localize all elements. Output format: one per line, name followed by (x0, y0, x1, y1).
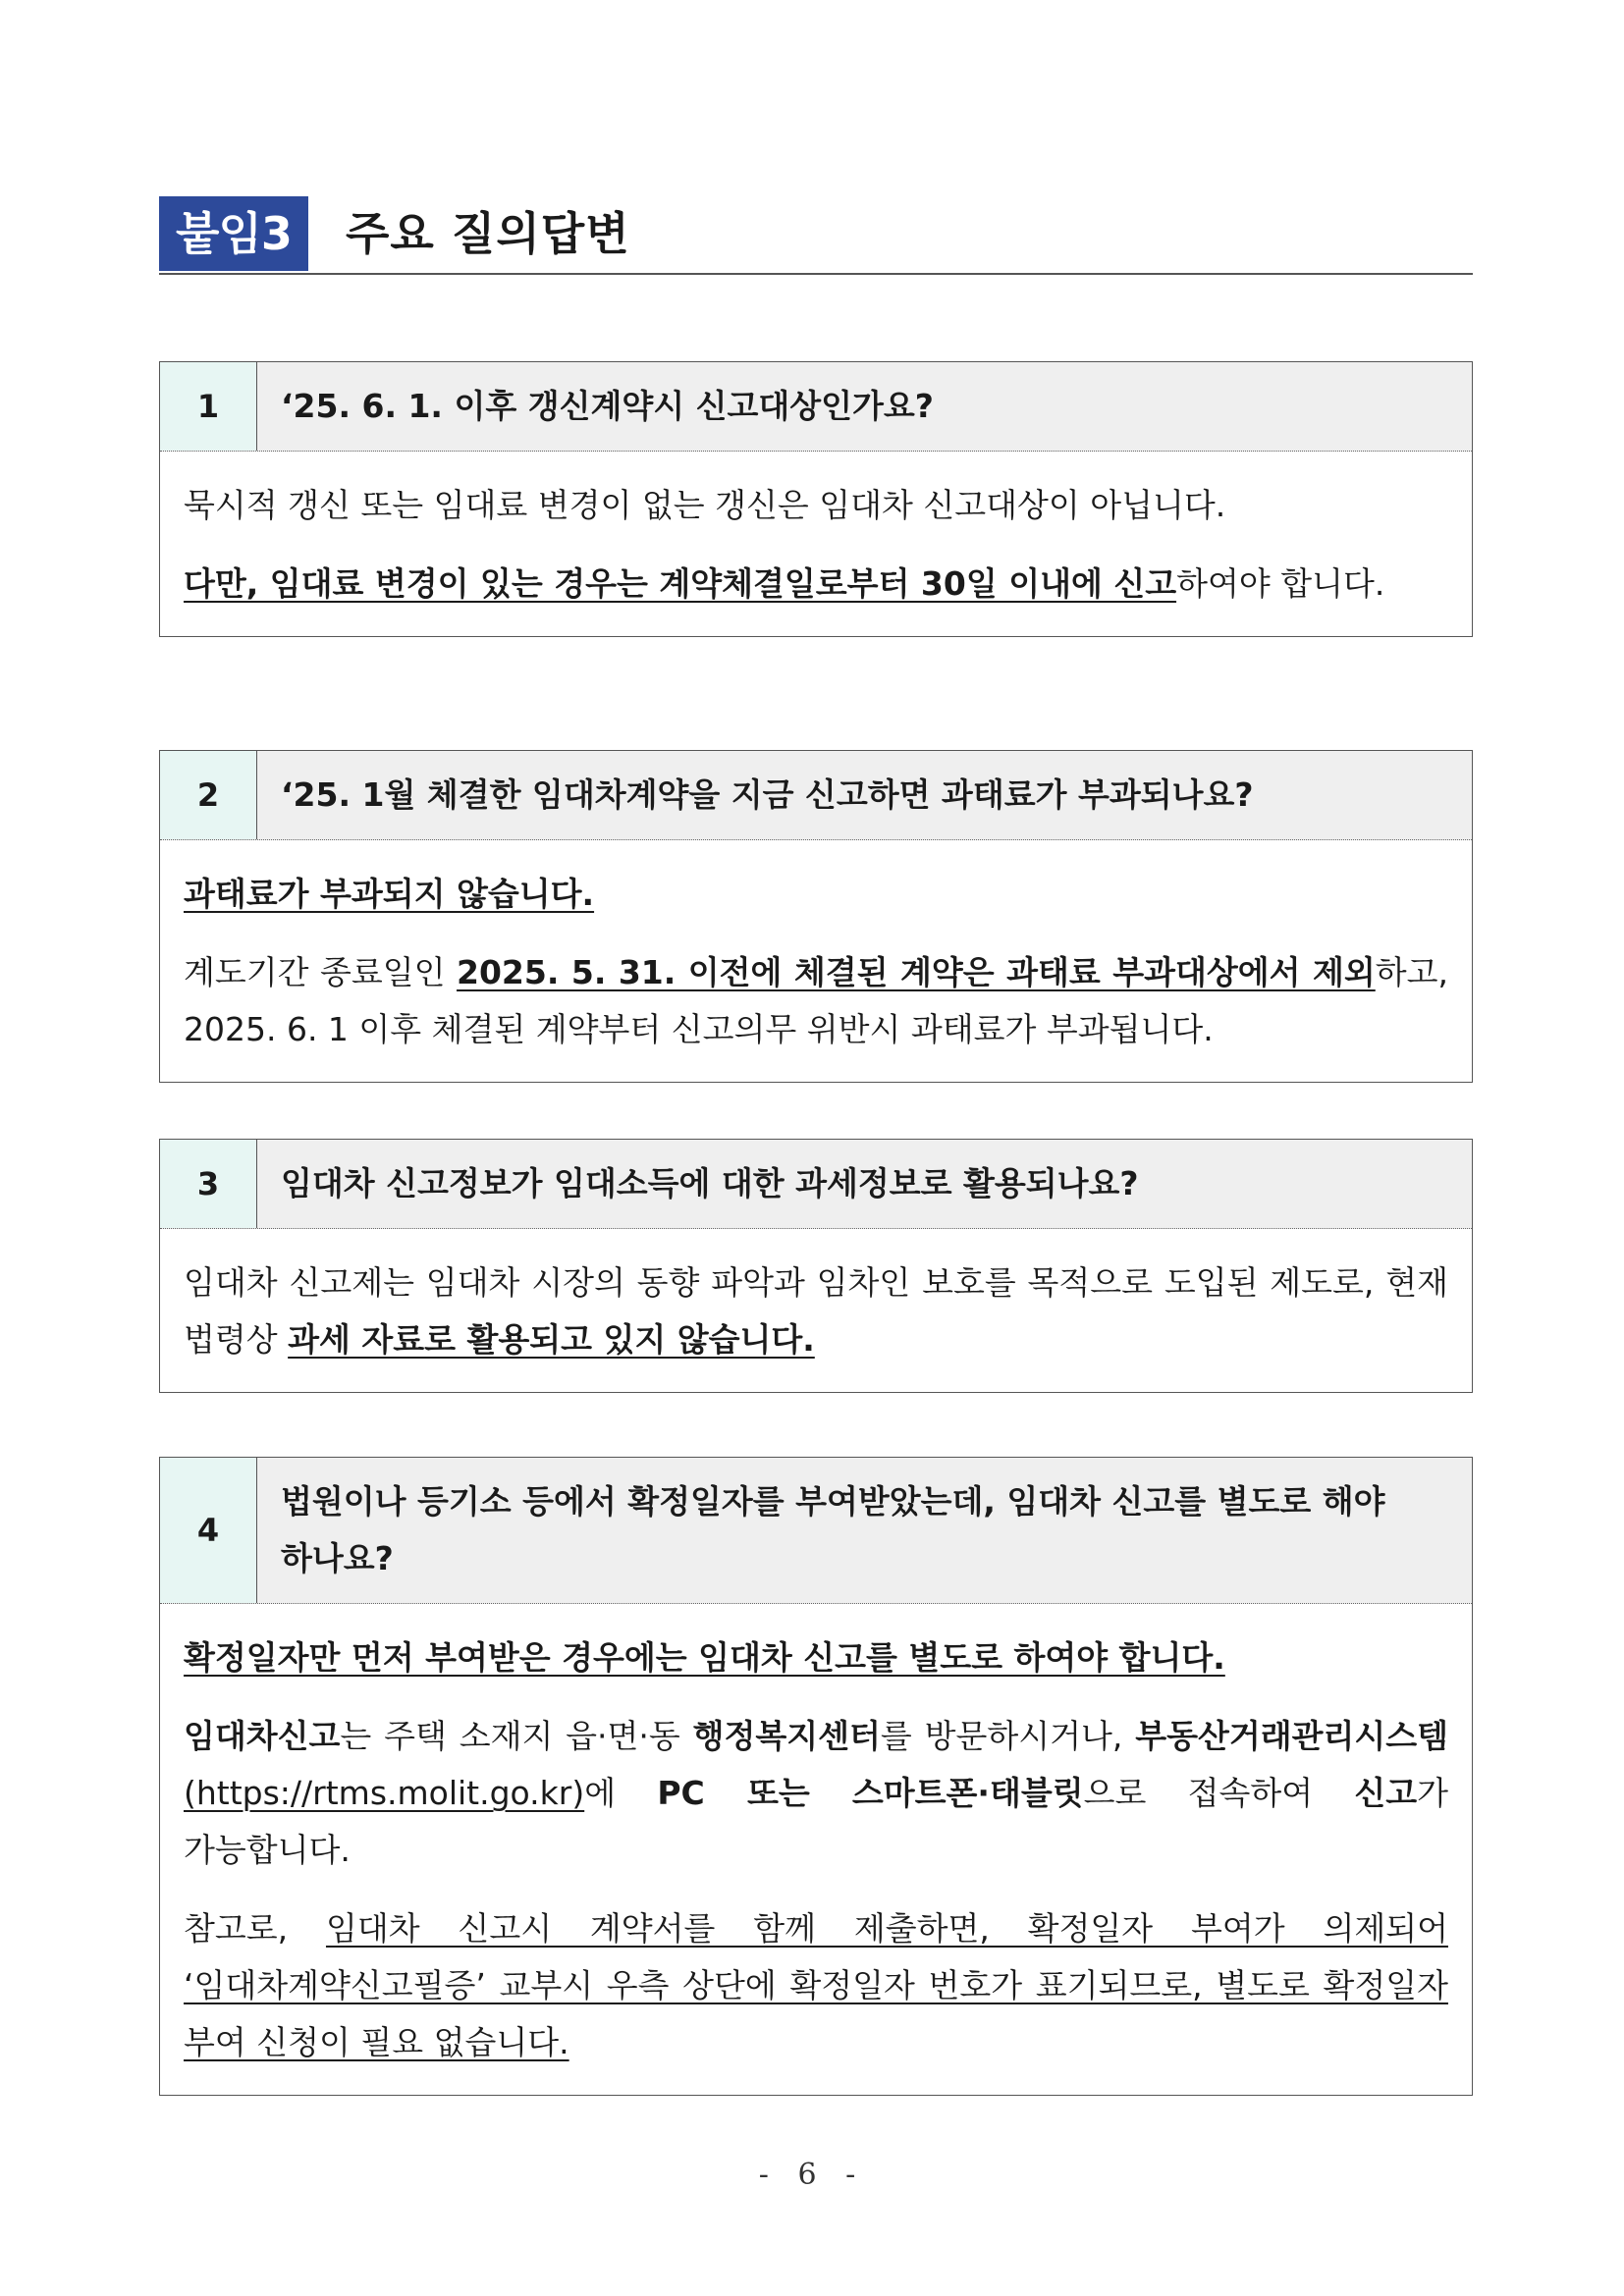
qa-question-row (160, 362, 1472, 452)
qa-answer (160, 1229, 1472, 1392)
answer-paragraph (184, 556, 1448, 613)
answer-text: 묵시적 갱신 또는 임대료 변경이 없는 갱신은 임대차 신고대상이 아닙니다. (184, 486, 1226, 524)
answer-emphasis: 2025. 5. 31. 이전에 체결된 계약은 과태료 부과대상에서 제외 (457, 953, 1376, 991)
answer-text: 하여야 합니다. (1176, 564, 1385, 603)
answer-bold: PC 또는 스마트폰·태블릿 (657, 1774, 1084, 1812)
answer-paragraph (184, 1255, 1448, 1368)
qa-number: 1 (160, 362, 257, 451)
qa-question-row (160, 1458, 1472, 1604)
qa-answer (160, 452, 1472, 636)
answer-paragraph (184, 1900, 1448, 2071)
qa-question-row (160, 751, 1472, 840)
page-title: 주요 질의답변 (346, 207, 630, 260)
answer-paragraph (184, 1708, 1448, 1879)
qa-box-1 (159, 361, 1473, 637)
answer-emphasis: 과세 자료로 활용되고 있지 않습니다. (288, 1320, 815, 1359)
answer-text: 를 방문하시거나, (880, 1717, 1136, 1755)
page-header (159, 196, 1473, 275)
answer-text: 으로 접속하여 (1083, 1774, 1355, 1812)
answer-bold: 신고 (1354, 1774, 1418, 1812)
qa-number: 3 (160, 1140, 257, 1228)
answer-emphasis: 다만, 임대료 변경이 있는 경우는 계약체결일로부터 30일 이내에 신고 (184, 564, 1177, 603)
attachment-badge: 붙임3 (159, 196, 308, 271)
qa-answer (160, 1604, 1472, 2095)
answer-text: 하고, 2025. 6. 1 이후 체결된 계약부터 신고의무 위반시 과태료가 부과됩니다. (184, 953, 1448, 1048)
qa-question-row (160, 1140, 1472, 1229)
answer-paragraph (184, 866, 1448, 923)
rtms-link[interactable]: (https://rtms.molit.go.kr) (184, 1774, 585, 1812)
qa-question: ‘25. 6. 1. 이후 갱신계약시 신고대상인가요? (281, 387, 934, 425)
qa-answer (160, 840, 1472, 1082)
qa-question: ‘25. 1월 체결한 임대차계약을 지금 신고하면 과태료가 부과되나요? (281, 775, 1254, 814)
qa-question: 법원이나 등기소 등에서 확정일자를 부여받았는데, 임대차 신고를 별도로 해야 하나요? (281, 1482, 1385, 1577)
page-number: - 6 - (758, 2158, 866, 2192)
answer-text: 는 주택 소재지 읍·면·동 (340, 1717, 693, 1755)
answer-bold: 부동산거래관리시스템 (1135, 1717, 1448, 1755)
answer-emphasis: 확정일자만 먼저 부여받은 경우에는 임대차 신고를 별도로 하여야 합니다. (184, 1638, 1225, 1677)
answer-bold: 행정복지센터 (692, 1717, 881, 1755)
answer-paragraph (184, 477, 1448, 534)
answer-text: 참고로, (184, 1909, 326, 1948)
qa-box-3 (159, 1139, 1473, 1393)
answer-underlined: 임대차 신고시 계약서를 함께 제출하면, 확정일자 부여가 의제되어 ‘임대차계약신고필증’ 교부시 우측 상단에 확정일자 번호가 표기되므로, 별도로 확정일자 부여 신청이 필요 없습니다. (184, 1909, 1448, 2061)
qa-number: 4 (160, 1458, 257, 1603)
answer-paragraph (184, 944, 1448, 1058)
answer-text: 임대차 신고제는 임대차 시장의 동향 파악과 임차인 보호를 목적으로 도입된 제도로, 현재 법령상 (184, 1263, 1448, 1359)
answer-text: 가 가능합니다. (184, 1774, 1448, 1869)
qa-question: 임대차 신고정보가 임대소득에 대한 과세정보로 활용되나요? (281, 1164, 1139, 1202)
qa-box-4 (159, 1457, 1473, 2096)
answer-paragraph (184, 1629, 1448, 1686)
qa-number: 2 (160, 751, 257, 839)
answer-emphasis: 과태료가 부과되지 않습니다. (184, 875, 595, 913)
answer-text: 계도기간 종료일인 (184, 953, 457, 991)
answer-bold: 임대차신고 (184, 1717, 341, 1755)
qa-box-2 (159, 750, 1473, 1083)
answer-text: 에 (584, 1774, 658, 1812)
